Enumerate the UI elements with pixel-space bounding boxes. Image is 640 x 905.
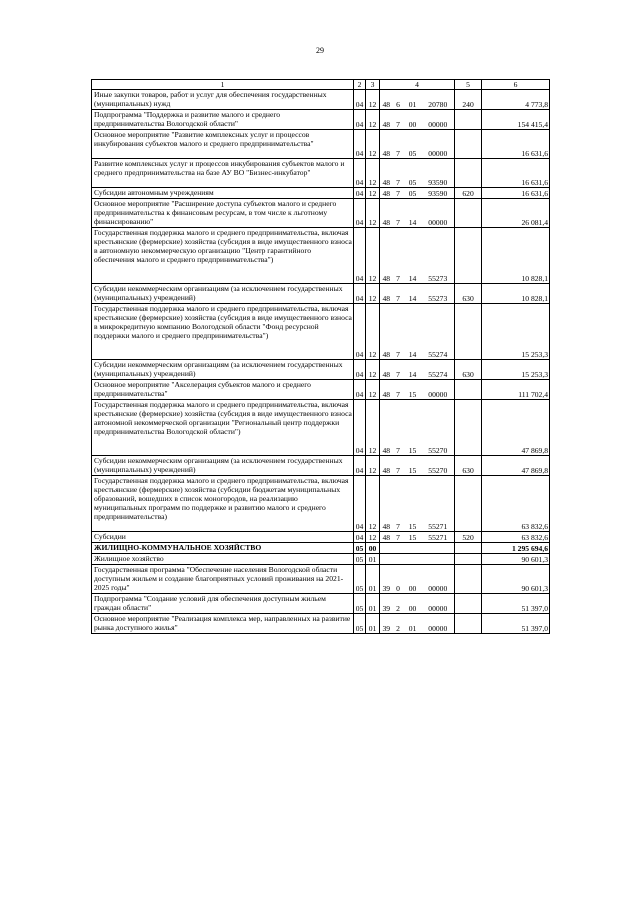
row-subprogram-code: 7 (393, 380, 404, 400)
row-sum: 10 828,1 (482, 284, 550, 304)
row-section: 04 (354, 532, 366, 543)
row-name: Подпрограмма "Создание условий для обеспечения доступным жильем граждан области" (92, 594, 354, 614)
row-subprogram-code: 7 (393, 456, 404, 476)
table-row (92, 304, 550, 360)
row-program-code: 48 (380, 360, 393, 380)
row-section: 05 (354, 543, 366, 554)
row-subprogram-code: 7 (393, 476, 404, 532)
row-direction-code: 00000 (422, 110, 455, 130)
row-name: Субсидии автономным учреждениям (92, 188, 354, 199)
row-subprogram-code: 2 (393, 614, 404, 634)
table-row (92, 565, 550, 594)
row-expense-type: 630 (455, 456, 482, 476)
row-activity-code: 01 (404, 614, 422, 634)
row-name: Государственная поддержка малого и среднего предпринимательства, включая крестьянские (фермерские) хозяйства (субсидия в виде имущественного взноса в микрокредитную компанию Вологодской области "Фонд ресурсной поддержки малого и среднего предпринимательства") (92, 304, 354, 360)
row-section: 04 (354, 284, 366, 304)
row-section: 04 (354, 110, 366, 130)
row-subsection: 12 (366, 304, 380, 360)
row-sum: 1 295 694,6 (482, 543, 550, 554)
row-activity-code: 15 (404, 400, 422, 456)
row-activity-code: 15 (404, 456, 422, 476)
row-direction-code: 00000 (422, 130, 455, 159)
row-activity-code: 14 (404, 304, 422, 360)
table-row (92, 360, 550, 380)
budget-table (91, 79, 550, 634)
row-direction-code: 55274 (422, 360, 455, 380)
row-direction-code: 00000 (422, 380, 455, 400)
row-sum: 47 869,8 (482, 400, 550, 456)
table-row (92, 228, 550, 284)
row-program-code: 48 (380, 476, 393, 532)
row-program-code (380, 554, 393, 565)
row-name: Основное мероприятие "Расширение доступа субъектов малого и среднего предпринимательства к финансовым ресурсам, в том числе к льготному финансированию" (92, 199, 354, 228)
row-program-code: 48 (380, 130, 393, 159)
row-activity-code: 14 (404, 360, 422, 380)
header-col-3: 3 (366, 80, 380, 90)
row-activity-code: 00 (404, 565, 422, 594)
row-activity-code: 05 (404, 188, 422, 199)
row-subsection: 12 (366, 110, 380, 130)
row-direction-code (422, 554, 455, 565)
row-sum: 63 832,6 (482, 532, 550, 543)
row-subsection: 01 (366, 554, 380, 565)
row-direction-code: 20780 (422, 90, 455, 110)
row-subprogram-code: 7 (393, 304, 404, 360)
row-expense-type (455, 304, 482, 360)
row-subsection: 12 (366, 532, 380, 543)
row-program-code: 48 (380, 456, 393, 476)
row-subprogram-code: 7 (393, 110, 404, 130)
row-subsection: 00 (366, 543, 380, 554)
row-expense-type: 620 (455, 188, 482, 199)
table-row (92, 130, 550, 159)
row-subsection: 12 (366, 400, 380, 456)
row-section: 05 (354, 565, 366, 594)
row-section: 04 (354, 456, 366, 476)
row-expense-type (455, 130, 482, 159)
row-subprogram-code (393, 543, 404, 554)
page-number: 29 (316, 46, 324, 55)
row-sum: 4 773,8 (482, 90, 550, 110)
table-row (92, 188, 550, 199)
row-sum: 63 832,6 (482, 476, 550, 532)
row-name: Государственная поддержка малого и среднего предпринимательства, включая крестьянские (фермерские) хозяйства (субсидия в виде имущественного взноса автономной некоммерческой организации "Региональный центр поддержки предпринимательства Вологодской области") (92, 400, 354, 456)
row-activity-code: 15 (404, 532, 422, 543)
row-sum: 154 415,4 (482, 110, 550, 130)
row-program-code: 48 (380, 159, 393, 188)
row-subsection: 12 (366, 159, 380, 188)
row-name: Основное мероприятие "Развитие комплексных услуг и процессов инкубирования субъектов малого и среднего предпринимательства" (92, 130, 354, 159)
row-subsection: 12 (366, 130, 380, 159)
table-row (92, 110, 550, 130)
row-expense-type (455, 565, 482, 594)
row-expense-type (455, 614, 482, 634)
table-row (92, 456, 550, 476)
table-row (92, 90, 550, 110)
row-subprogram-code (393, 554, 404, 565)
row-section: 04 (354, 400, 366, 456)
row-sum: 51 397,0 (482, 614, 550, 634)
row-activity-code: 14 (404, 284, 422, 304)
row-direction-code: 55271 (422, 532, 455, 543)
row-name: Подпрограмма "Поддержка и развитие малого и среднего предпринимательства Вологодской области" (92, 110, 354, 130)
row-name: Развитие комплексных услуг и процессов инкубирования субъектов малого и среднего предпринимательства на базе АУ ВО "Бизнес-инкубатор" (92, 159, 354, 188)
row-name: Субсидии некоммерческим организациям (за исключением государственных (муниципальных) учреждений) (92, 456, 354, 476)
header-col-5: 5 (455, 80, 482, 90)
row-sum: 16 631,6 (482, 130, 550, 159)
row-name: Субсидии некоммерческим организациям (за исключением государственных (муниципальных) учреждений) (92, 360, 354, 380)
row-name: Основное мероприятие "Акселерация субъектов малого и среднего предпринимательства" (92, 380, 354, 400)
row-expense-type (455, 554, 482, 565)
row-section: 04 (354, 90, 366, 110)
row-subsection: 12 (366, 360, 380, 380)
row-subprogram-code: 7 (393, 130, 404, 159)
row-direction-code: 55273 (422, 228, 455, 284)
row-expense-type: 240 (455, 90, 482, 110)
header-col-2: 2 (354, 80, 366, 90)
row-subsection: 12 (366, 380, 380, 400)
row-subprogram-code: 6 (393, 90, 404, 110)
row-section: 04 (354, 476, 366, 532)
row-sum: 51 397,0 (482, 594, 550, 614)
row-program-code: 48 (380, 380, 393, 400)
row-subsection: 12 (366, 90, 380, 110)
row-direction-code: 55273 (422, 284, 455, 304)
row-direction-code: 93590 (422, 159, 455, 188)
row-expense-type (455, 199, 482, 228)
row-activity-code: 01 (404, 90, 422, 110)
row-program-code: 39 (380, 565, 393, 594)
row-direction-code: 55270 (422, 456, 455, 476)
row-expense-type (455, 543, 482, 554)
table-row (92, 284, 550, 304)
row-subsection: 12 (366, 228, 380, 284)
row-activity-code: 05 (404, 130, 422, 159)
row-sum: 15 253,3 (482, 304, 550, 360)
row-sum: 26 081,4 (482, 199, 550, 228)
header-col-1: 1 (92, 80, 354, 90)
row-name: Жилищное хозяйство (92, 554, 354, 565)
table-row (92, 554, 550, 565)
row-activity-code: 15 (404, 476, 422, 532)
row-program-code: 48 (380, 90, 393, 110)
row-expense-type (455, 380, 482, 400)
row-program-code: 48 (380, 199, 393, 228)
row-name: Субсидии некоммерческим организациям (за исключением государственных (муниципальных) учреждений) (92, 284, 354, 304)
row-sum: 10 828,1 (482, 228, 550, 284)
row-program-code: 48 (380, 304, 393, 360)
row-program-code: 39 (380, 614, 393, 634)
row-direction-code (422, 543, 455, 554)
row-section: 04 (354, 199, 366, 228)
row-sum: 90 601,3 (482, 554, 550, 565)
row-program-code: 48 (380, 110, 393, 130)
row-name: Иные закупки товаров, работ и услуг для обеспечения государственных (муниципальных) нужд (92, 90, 354, 110)
row-activity-code: 05 (404, 159, 422, 188)
row-section: 05 (354, 594, 366, 614)
header-col-4: 4 (380, 80, 455, 90)
row-sum: 111 702,4 (482, 380, 550, 400)
row-subsection: 12 (366, 456, 380, 476)
row-direction-code: 55274 (422, 304, 455, 360)
row-direction-code: 00000 (422, 199, 455, 228)
row-program-code: 48 (380, 188, 393, 199)
row-program-code: 48 (380, 228, 393, 284)
row-name: Субсидии (92, 532, 354, 543)
row-section: 04 (354, 304, 366, 360)
row-direction-code: 55270 (422, 400, 455, 456)
row-sum: 15 253,3 (482, 360, 550, 380)
row-sum: 16 631,6 (482, 188, 550, 199)
table-row (92, 159, 550, 188)
row-activity-code (404, 543, 422, 554)
row-activity-code: 00 (404, 594, 422, 614)
table-row (92, 199, 550, 228)
table-row (92, 400, 550, 456)
row-sum: 16 631,6 (482, 159, 550, 188)
row-subprogram-code: 7 (393, 188, 404, 199)
row-direction-code: 55271 (422, 476, 455, 532)
table-row (92, 543, 550, 554)
row-subprogram-code: 7 (393, 199, 404, 228)
table-row (92, 532, 550, 543)
table-row (92, 614, 550, 634)
row-name: Государственная поддержка малого и среднего предпринимательства, включая крестьянские (фермерские) хозяйства (субсидии бюджетам муниципальных образований, вошедших в список моногородов, на реализацию муниципальных программ по поддержке и развитию малого и среднего предпринимательства) (92, 476, 354, 532)
row-subprogram-code: 7 (393, 159, 404, 188)
row-name: Основное мероприятие "Реализация комплекса мер, направленных на развитие рынка доступного жилья" (92, 614, 354, 634)
row-subprogram-code: 2 (393, 594, 404, 614)
row-section: 05 (354, 554, 366, 565)
row-subsection: 12 (366, 284, 380, 304)
row-section: 04 (354, 130, 366, 159)
row-sum: 90 601,3 (482, 565, 550, 594)
row-expense-type: 520 (455, 532, 482, 543)
row-program-code (380, 543, 393, 554)
row-name: ЖИЛИЩНО-КОММУНАЛЬНОЕ ХОЗЯЙСТВО (92, 543, 354, 554)
row-sum: 47 869,8 (482, 456, 550, 476)
row-expense-type: 630 (455, 360, 482, 380)
row-subsection: 01 (366, 594, 380, 614)
row-subprogram-code: 0 (393, 565, 404, 594)
row-expense-type: 630 (455, 284, 482, 304)
row-activity-code (404, 554, 422, 565)
header-col-6: 6 (482, 80, 550, 90)
row-section: 04 (354, 188, 366, 199)
row-direction-code: 93590 (422, 188, 455, 199)
row-section: 04 (354, 360, 366, 380)
row-program-code: 39 (380, 594, 393, 614)
row-activity-code: 14 (404, 199, 422, 228)
row-subprogram-code: 7 (393, 400, 404, 456)
row-expense-type (455, 594, 482, 614)
row-name: Государственная программа "Обеспечение населения Вологодской области доступным жильем и создание благоприятных условий проживания на 2021-2025 годы" (92, 565, 354, 594)
row-section: 04 (354, 228, 366, 284)
row-subsection: 01 (366, 614, 380, 634)
row-direction-code: 00000 (422, 565, 455, 594)
row-expense-type (455, 110, 482, 130)
row-expense-type (455, 159, 482, 188)
row-expense-type (455, 476, 482, 532)
row-subsection: 01 (366, 565, 380, 594)
row-subprogram-code: 7 (393, 360, 404, 380)
row-program-code: 48 (380, 284, 393, 304)
row-expense-type (455, 400, 482, 456)
row-activity-code: 14 (404, 228, 422, 284)
row-subsection: 12 (366, 188, 380, 199)
row-program-code: 48 (380, 532, 393, 543)
column-number-header (92, 80, 550, 90)
table-row (92, 476, 550, 532)
table-row (92, 594, 550, 614)
row-subprogram-code: 7 (393, 228, 404, 284)
row-section: 04 (354, 159, 366, 188)
row-subprogram-code: 7 (393, 532, 404, 543)
row-expense-type (455, 228, 482, 284)
row-activity-code: 00 (404, 110, 422, 130)
row-section: 04 (354, 380, 366, 400)
table-row (92, 380, 550, 400)
row-direction-code: 00000 (422, 614, 455, 634)
row-subsection: 12 (366, 199, 380, 228)
row-name: Государственная поддержка малого и среднего предпринимательства, включая крестьянские (фермерские) хозяйства (субсидия в виде имущественного взноса в автономную некоммерческую организацию "Центр гарантийного обеспечения малого и среднего предпринимательства") (92, 228, 354, 284)
row-activity-code: 15 (404, 380, 422, 400)
row-direction-code: 00000 (422, 594, 455, 614)
row-subprogram-code: 7 (393, 284, 404, 304)
row-subsection: 12 (366, 476, 380, 532)
budget-table-body (92, 90, 550, 634)
row-program-code: 48 (380, 400, 393, 456)
row-section: 05 (354, 614, 366, 634)
